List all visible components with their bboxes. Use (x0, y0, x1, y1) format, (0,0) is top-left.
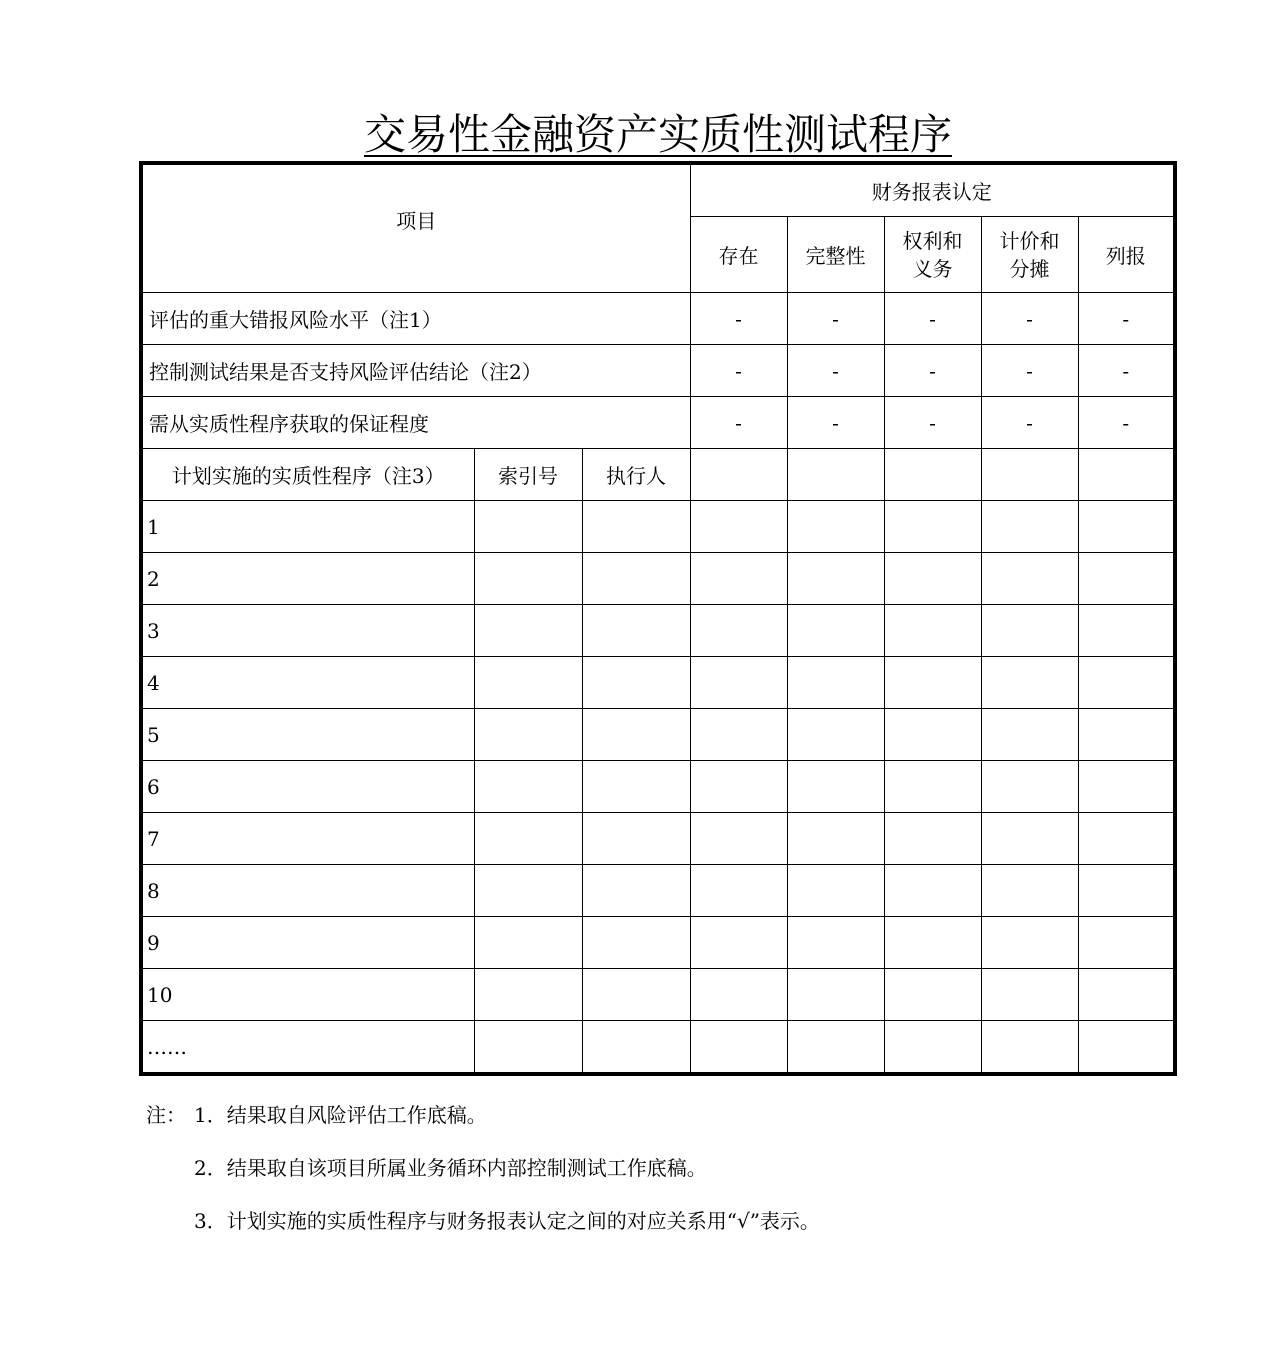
cell-empty[interactable] (884, 1021, 981, 1075)
procedure-row (141, 917, 1175, 969)
cell-empty[interactable] (981, 969, 1078, 1021)
cell-value[interactable]: - (690, 293, 787, 345)
cell-empty[interactable] (787, 865, 884, 917)
cell-empty[interactable] (690, 813, 787, 865)
cell-empty[interactable] (474, 1021, 582, 1075)
cell-empty[interactable] (981, 865, 1078, 917)
cell-value[interactable]: - (1078, 345, 1175, 397)
cell-empty[interactable] (1078, 865, 1175, 917)
header-completeness: 完整性 (787, 217, 884, 293)
cell-empty[interactable] (582, 553, 690, 605)
procedure-row (141, 501, 1175, 553)
cell-empty[interactable] (582, 865, 690, 917)
procedure-cell[interactable]: 9 (141, 917, 474, 969)
cell-empty[interactable] (582, 813, 690, 865)
cell-value[interactable]: - (1078, 293, 1175, 345)
cell-empty[interactable] (981, 553, 1078, 605)
page-title (0, 110, 1280, 160)
note-2: 2．结果取自该项目所属业务循环内部控制测试工作底稿。 (194, 1156, 707, 1180)
cell-empty[interactable] (582, 709, 690, 761)
cell-empty[interactable] (884, 917, 981, 969)
procedure-row (141, 969, 1175, 1021)
cell-empty[interactable] (690, 969, 787, 1021)
cell-empty[interactable] (1078, 969, 1175, 1021)
procedure-row (141, 605, 1175, 657)
substantive-test-table (139, 161, 1177, 1076)
row-label: 需从实质性程序获取的保证程度 (141, 397, 690, 449)
title-text: 交易性金融资产实质性测试程序 (363, 110, 952, 159)
procedure-row (141, 553, 1175, 605)
cell-empty[interactable] (884, 553, 981, 605)
cell-empty[interactable] (1078, 1021, 1175, 1075)
cell-value[interactable]: - (1078, 397, 1175, 449)
header-index-no: 索引号 (474, 449, 582, 501)
cell-empty[interactable] (690, 553, 787, 605)
cell-empty[interactable] (884, 657, 981, 709)
cell-empty[interactable] (981, 605, 1078, 657)
cell-empty[interactable] (981, 917, 1078, 969)
cell-empty[interactable] (690, 605, 787, 657)
cell-value[interactable]: - (981, 397, 1078, 449)
assessment-row (141, 397, 1175, 449)
cell-empty[interactable] (884, 709, 981, 761)
cell-empty[interactable] (787, 1021, 884, 1075)
cell-empty[interactable] (981, 761, 1078, 813)
header-executor: 执行人 (582, 449, 690, 501)
cell-empty[interactable] (787, 605, 884, 657)
cell-empty[interactable] (474, 501, 582, 553)
cell-empty[interactable] (787, 449, 884, 501)
cell-empty[interactable] (1078, 657, 1175, 709)
cell-empty[interactable] (582, 917, 690, 969)
cell-empty[interactable] (474, 709, 582, 761)
cell-empty[interactable] (1078, 761, 1175, 813)
cell-empty[interactable] (582, 501, 690, 553)
procedure-cell[interactable]: 8 (141, 865, 474, 917)
header-item: 项目 (141, 163, 690, 293)
cell-empty[interactable] (474, 813, 582, 865)
header-assertions-group: 财务报表认定 (690, 163, 1175, 217)
cell-empty[interactable] (787, 969, 884, 1021)
procedure-row (141, 657, 1175, 709)
row-label: 评估的重大错报风险水平（注1） (141, 293, 690, 345)
cell-empty[interactable] (474, 761, 582, 813)
note-3: 3．计划实施的实质性程序与财务报表认定之间的对应关系用“√”表示。 (194, 1209, 820, 1233)
cell-empty[interactable] (981, 501, 1078, 553)
procedure-cell[interactable]: …… (141, 1021, 474, 1075)
header-existence: 存在 (690, 217, 787, 293)
cell-empty[interactable] (1078, 449, 1175, 501)
cell-empty[interactable] (690, 761, 787, 813)
cell-empty[interactable] (690, 917, 787, 969)
procedure-cell[interactable]: 10 (141, 969, 474, 1021)
cell-empty[interactable] (582, 969, 690, 1021)
cell-empty[interactable] (981, 813, 1078, 865)
cell-empty[interactable] (582, 1021, 690, 1075)
cell-value[interactable]: - (981, 345, 1078, 397)
cell-empty[interactable] (787, 553, 884, 605)
procedure-row (141, 813, 1175, 865)
cell-empty[interactable] (981, 449, 1078, 501)
cell-value[interactable]: - (690, 397, 787, 449)
cell-empty[interactable] (884, 969, 981, 1021)
cell-value[interactable]: - (981, 293, 1078, 345)
header-valuation-allocation: 计价和 分摊 (981, 217, 1078, 293)
cell-value[interactable]: - (884, 345, 981, 397)
cell-empty[interactable] (884, 865, 981, 917)
cell-empty[interactable] (787, 917, 884, 969)
procedure-row (141, 761, 1175, 813)
cell-empty[interactable] (474, 553, 582, 605)
procedure-row (141, 1021, 1175, 1075)
cell-empty[interactable] (1078, 501, 1175, 553)
cell-empty[interactable] (981, 709, 1078, 761)
cell-empty[interactable] (690, 865, 787, 917)
cell-empty[interactable] (1078, 605, 1175, 657)
cell-empty[interactable] (1078, 709, 1175, 761)
header-rights-obligations: 权利和 义务 (884, 217, 981, 293)
row-label: 控制测试结果是否支持风险评估结论（注2） (141, 345, 690, 397)
cell-empty[interactable] (690, 709, 787, 761)
cell-empty[interactable] (690, 1021, 787, 1075)
cell-empty[interactable] (474, 865, 582, 917)
cell-empty[interactable] (474, 969, 582, 1021)
procedure-cell[interactable]: 6 (141, 761, 474, 813)
cell-empty[interactable] (884, 605, 981, 657)
cell-empty[interactable] (787, 657, 884, 709)
cell-empty[interactable] (690, 501, 787, 553)
cell-empty[interactable] (787, 813, 884, 865)
procedure-header-row (141, 449, 1175, 501)
cell-empty[interactable] (981, 1021, 1078, 1075)
cell-empty[interactable] (884, 761, 981, 813)
cell-empty[interactable] (981, 657, 1078, 709)
cell-value[interactable]: - (884, 397, 981, 449)
cell-empty[interactable] (1078, 553, 1175, 605)
assessment-row (141, 345, 1175, 397)
note-1: 注： 1．结果取自风险评估工作底稿。 (146, 1103, 487, 1127)
cell-empty[interactable] (884, 501, 981, 553)
procedure-row (141, 709, 1175, 761)
procedure-cell[interactable]: 7 (141, 813, 474, 865)
header-presentation: 列报 (1078, 217, 1175, 293)
cell-empty[interactable] (787, 761, 884, 813)
cell-empty[interactable] (690, 449, 787, 501)
cell-empty[interactable] (474, 657, 582, 709)
cell-value[interactable]: - (690, 345, 787, 397)
cell-empty[interactable] (474, 917, 582, 969)
cell-empty[interactable] (787, 709, 884, 761)
cell-value[interactable]: - (787, 293, 884, 345)
cell-empty[interactable] (690, 657, 787, 709)
cell-value[interactable]: - (884, 293, 981, 345)
cell-empty[interactable] (1078, 917, 1175, 969)
cell-empty[interactable] (582, 657, 690, 709)
cell-empty[interactable] (884, 813, 981, 865)
cell-empty[interactable] (884, 449, 981, 501)
cell-empty[interactable] (582, 761, 690, 813)
cell-empty[interactable] (474, 605, 582, 657)
header-procedure: 计划实施的实质性程序（注3） (141, 449, 474, 501)
procedure-row (141, 865, 1175, 917)
cell-empty[interactable] (582, 605, 690, 657)
cell-empty[interactable] (787, 501, 884, 553)
assessment-row (141, 293, 1175, 345)
procedure-cell[interactable]: 3 (141, 605, 474, 657)
notes (146, 1098, 820, 1257)
procedure-cell[interactable]: 2 (141, 553, 474, 605)
procedure-cell[interactable]: 1 (141, 501, 474, 553)
cell-value[interactable]: - (787, 345, 884, 397)
procedure-cell[interactable]: 4 (141, 657, 474, 709)
cell-empty[interactable] (1078, 813, 1175, 865)
procedure-cell[interactable]: 5 (141, 709, 474, 761)
cell-value[interactable]: - (787, 397, 884, 449)
